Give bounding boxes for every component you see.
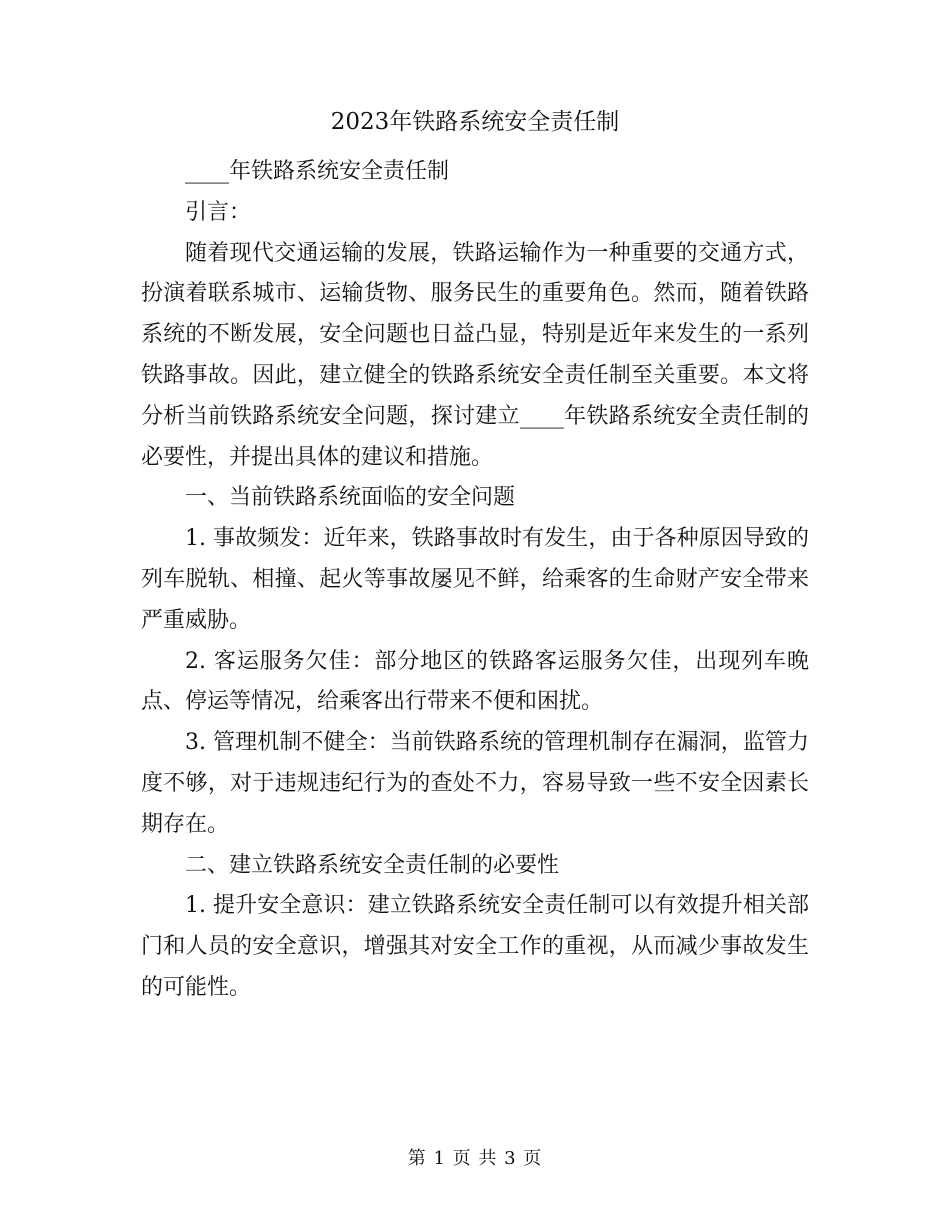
section2-item-1: 1. 提升安全意识：建立铁路系统安全责任制可以有效提升相关部门和人员的安全意识，增强其对安全工作的重视，从而减少事故发生的可能性。 [141,893,809,1000]
section1-item-1: 1. 事故频发：近年来，铁路事故时有发生，由于各种原因导致的列车脱轨、相撞、起火等事故屡见不鲜，给乘客的生命财产安全带来严重威胁。 [141,526,809,633]
document-title: 2023年铁路系统安全责任制 [330,109,620,135]
section-heading-1: 一、当前铁路系统面临的安全问题 [185,485,516,511]
section1-item-3: 3. 管理机制不健全：当前铁路系统的管理机制存在漏洞，监管力度不够，对于违规违纪行为的查处不力，容易导致一些不安全因素长期存在。 [141,730,809,837]
intro-heading: 引言： [185,199,252,225]
intro-paragraph: 随着现代交通运输的发展，铁路运输作为一种重要的交通方式，扮演着联系城市、运输货物、服务民生的重要角色。然而，随着铁路系统的不断发展，安全问题也日益凸显，特别是近年来发生的一系列铁路事故。因此，建立健全的铁路系统安全责任制至关重要。本文将分析当前铁路系统安全问题，探讨建立____年铁路系统安全责任制的必要性，并提出具体的建议和措施。 [141,240,809,470]
page-number-footer: 第 1 页 共 3 页 [407,1148,543,1169]
document-body [141,152,809,1009]
section-heading-2: 二、建立铁路系统安全责任制的必要性 [185,852,560,878]
subtitle-paragraph: ____年铁路系统安全责任制 [185,159,450,184]
section1-item-2: 2. 客运服务欠佳：部分地区的铁路客运服务欠佳，出现列车晚点、停运等情况，给乘客出行带来不便和困扰。 [141,648,809,715]
